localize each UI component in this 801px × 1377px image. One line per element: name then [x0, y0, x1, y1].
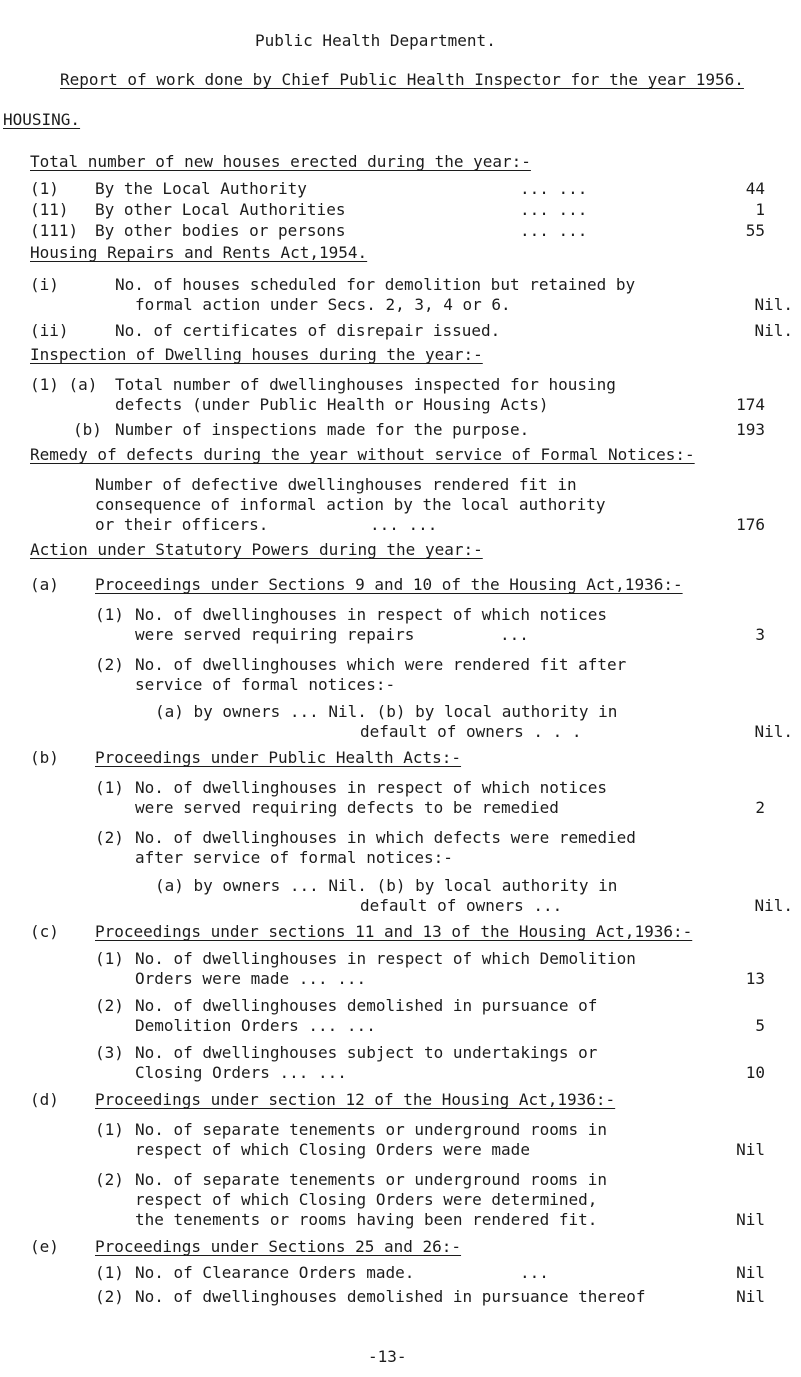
item-text: No. of separate tenements or underground rooms in — [135, 1170, 608, 1189]
remedy-text: Number of defective dwellinghouses rendered fit in — [95, 475, 577, 494]
item-text: No. of dwellinghouses demolished in pursuance of — [135, 996, 598, 1015]
item-label: (11) — [30, 200, 69, 219]
item-value: 193 — [736, 420, 765, 439]
item-value: 55 — [745, 221, 765, 240]
item-value: Nil — [736, 1263, 765, 1282]
statutory-heading: Action under Statutory Powers during the year:- — [30, 540, 483, 559]
item-dots: ... ... — [520, 200, 588, 219]
item-text: Number of inspections made for the purpose. — [115, 420, 530, 439]
item-dots: ... ... — [520, 221, 588, 240]
item-text: No. of dwellinghouses which were rendered fit after — [135, 655, 627, 674]
department-title: Public Health Department. — [255, 31, 496, 50]
item-label: (b) — [73, 420, 102, 439]
sub-heading: Proceedings under sections 11 and 13 of the Housing Act,1936:- — [95, 922, 693, 941]
sub-label: (a) — [30, 575, 59, 594]
item-value: Nil. — [754, 896, 793, 915]
page-number: -13- — [368, 1347, 407, 1366]
item-text: No. of dwellinghouses in which defects were remedied — [135, 828, 636, 847]
item-text: Demolition Orders ... ... — [135, 1016, 376, 1035]
sub-label: (e) — [30, 1237, 59, 1256]
item-text: Orders were made ... ... — [135, 969, 367, 988]
section-heading: HOUSING. — [3, 110, 81, 129]
item-value: 2 — [755, 798, 765, 817]
item-value: 5 — [755, 1016, 765, 1035]
item-text: No. of Clearance Orders made. — [135, 1263, 415, 1282]
remedy-text: consequence of informal action by the local authority — [95, 495, 606, 514]
item-text: Closing Orders ... ... — [135, 1063, 347, 1082]
item-text: after service of formal notices:- — [135, 848, 453, 867]
new-houses-heading: Total number of new houses erected during the year:- — [30, 152, 531, 171]
item-text: respect of which Closing Orders were made — [135, 1140, 530, 1159]
item-text: service of formal notices:- — [135, 675, 396, 694]
item-text: (a) by owners ... Nil. (b) by local authority in — [155, 876, 618, 895]
item-text: formal action under Secs. 2, 3, 4 or 6. — [135, 295, 511, 314]
item-label: (1) — [95, 778, 124, 797]
item-text: the tenements or rooms having been rendered fit. — [135, 1210, 598, 1229]
item-label: (1) — [95, 1263, 124, 1282]
item-label: (1) (a) — [30, 375, 98, 394]
item-value: Nil. — [754, 722, 793, 741]
item-dots: ... — [500, 625, 529, 644]
remedy-heading: Remedy of defects during the year without service of Formal Notices:- — [30, 445, 695, 464]
item-text: defects (under Public Health or Housing Acts) — [115, 395, 549, 414]
item-value: 3 — [755, 625, 765, 644]
item-label: (111) — [30, 221, 79, 240]
item-text: No. of dwellinghouses demolished in pursuance thereof — [135, 1287, 646, 1306]
item-label: (ii) — [30, 321, 69, 340]
item-text: were served requiring repairs — [135, 625, 415, 644]
sub-heading: Proceedings under Sections 9 and 10 of the Housing Act,1936:- — [95, 575, 683, 594]
item-label: (1) — [30, 179, 59, 198]
repairs-heading: Housing Repairs and Rents Act,1954. — [30, 243, 368, 262]
sub-heading: Proceedings under section 12 of the Housing Act,1936:- — [95, 1090, 616, 1109]
report-title: Report of work done by Chief Public Health Inspector for the year 1956. — [60, 70, 744, 89]
item-dots: ... ... — [520, 179, 588, 198]
item-value: 10 — [745, 1063, 765, 1082]
item-value: Nil — [736, 1287, 765, 1306]
sub-heading: Proceedings under Public Health Acts:- — [95, 748, 462, 767]
item-value: Nil — [736, 1140, 765, 1159]
item-text: were served requiring defects to be remedied — [135, 798, 559, 817]
item-text: No. of certificates of disrepair issued. — [115, 321, 501, 340]
item-text: (a) by owners ... Nil. (b) by local authority in — [155, 702, 618, 721]
item-label: (2) — [95, 1170, 124, 1189]
item-label: (1) — [95, 605, 124, 624]
remedy-dots: ... ... — [370, 515, 438, 534]
item-text: By other Local Authorities — [95, 200, 346, 219]
item-text: default of owners . . . — [360, 722, 582, 741]
item-value: 1 — [755, 200, 765, 219]
item-text: Total number of dwellinghouses inspected for housing — [115, 375, 616, 394]
item-text: No. of dwellinghouses in respect of which notices — [135, 778, 608, 797]
sub-label: (b) — [30, 748, 59, 767]
item-dots: ... — [520, 1263, 549, 1282]
sub-label: (d) — [30, 1090, 59, 1109]
item-value: 13 — [745, 969, 765, 988]
item-label: (1) — [95, 949, 124, 968]
item-label: (2) — [95, 655, 124, 674]
item-value: Nil. — [754, 295, 793, 314]
item-text: No. of separate tenements or underground rooms in — [135, 1120, 608, 1139]
item-text: respect of which Closing Orders were determined, — [135, 1190, 598, 1209]
item-text: By other bodies or persons — [95, 221, 346, 240]
item-label: (2) — [95, 1287, 124, 1306]
sub-heading: Proceedings under Sections 25 and 26:- — [95, 1237, 462, 1256]
remedy-value: 176 — [736, 515, 765, 534]
item-text: By the Local Authority — [95, 179, 307, 198]
remedy-text: or their officers. — [95, 515, 269, 534]
item-label: (i) — [30, 275, 59, 294]
item-label: (2) — [95, 996, 124, 1015]
item-value: 44 — [745, 179, 765, 198]
item-value: Nil — [736, 1210, 765, 1229]
item-text: No. of dwellinghouses subject to undertakings or — [135, 1043, 598, 1062]
item-value: Nil. — [754, 321, 793, 340]
item-value: 174 — [736, 395, 765, 414]
item-text: No. of houses scheduled for demolition but retained by — [115, 275, 636, 294]
item-text: No. of dwellinghouses in respect of which Demolition — [135, 949, 636, 968]
sub-label: (c) — [30, 922, 59, 941]
item-text: default of owners ... — [360, 896, 563, 915]
item-label: (1) — [95, 1120, 124, 1139]
item-label: (2) — [95, 828, 124, 847]
item-label: (3) — [95, 1043, 124, 1062]
item-text: No. of dwellinghouses in respect of which notices — [135, 605, 608, 624]
inspection-heading: Inspection of Dwelling houses during the year:- — [30, 345, 483, 364]
